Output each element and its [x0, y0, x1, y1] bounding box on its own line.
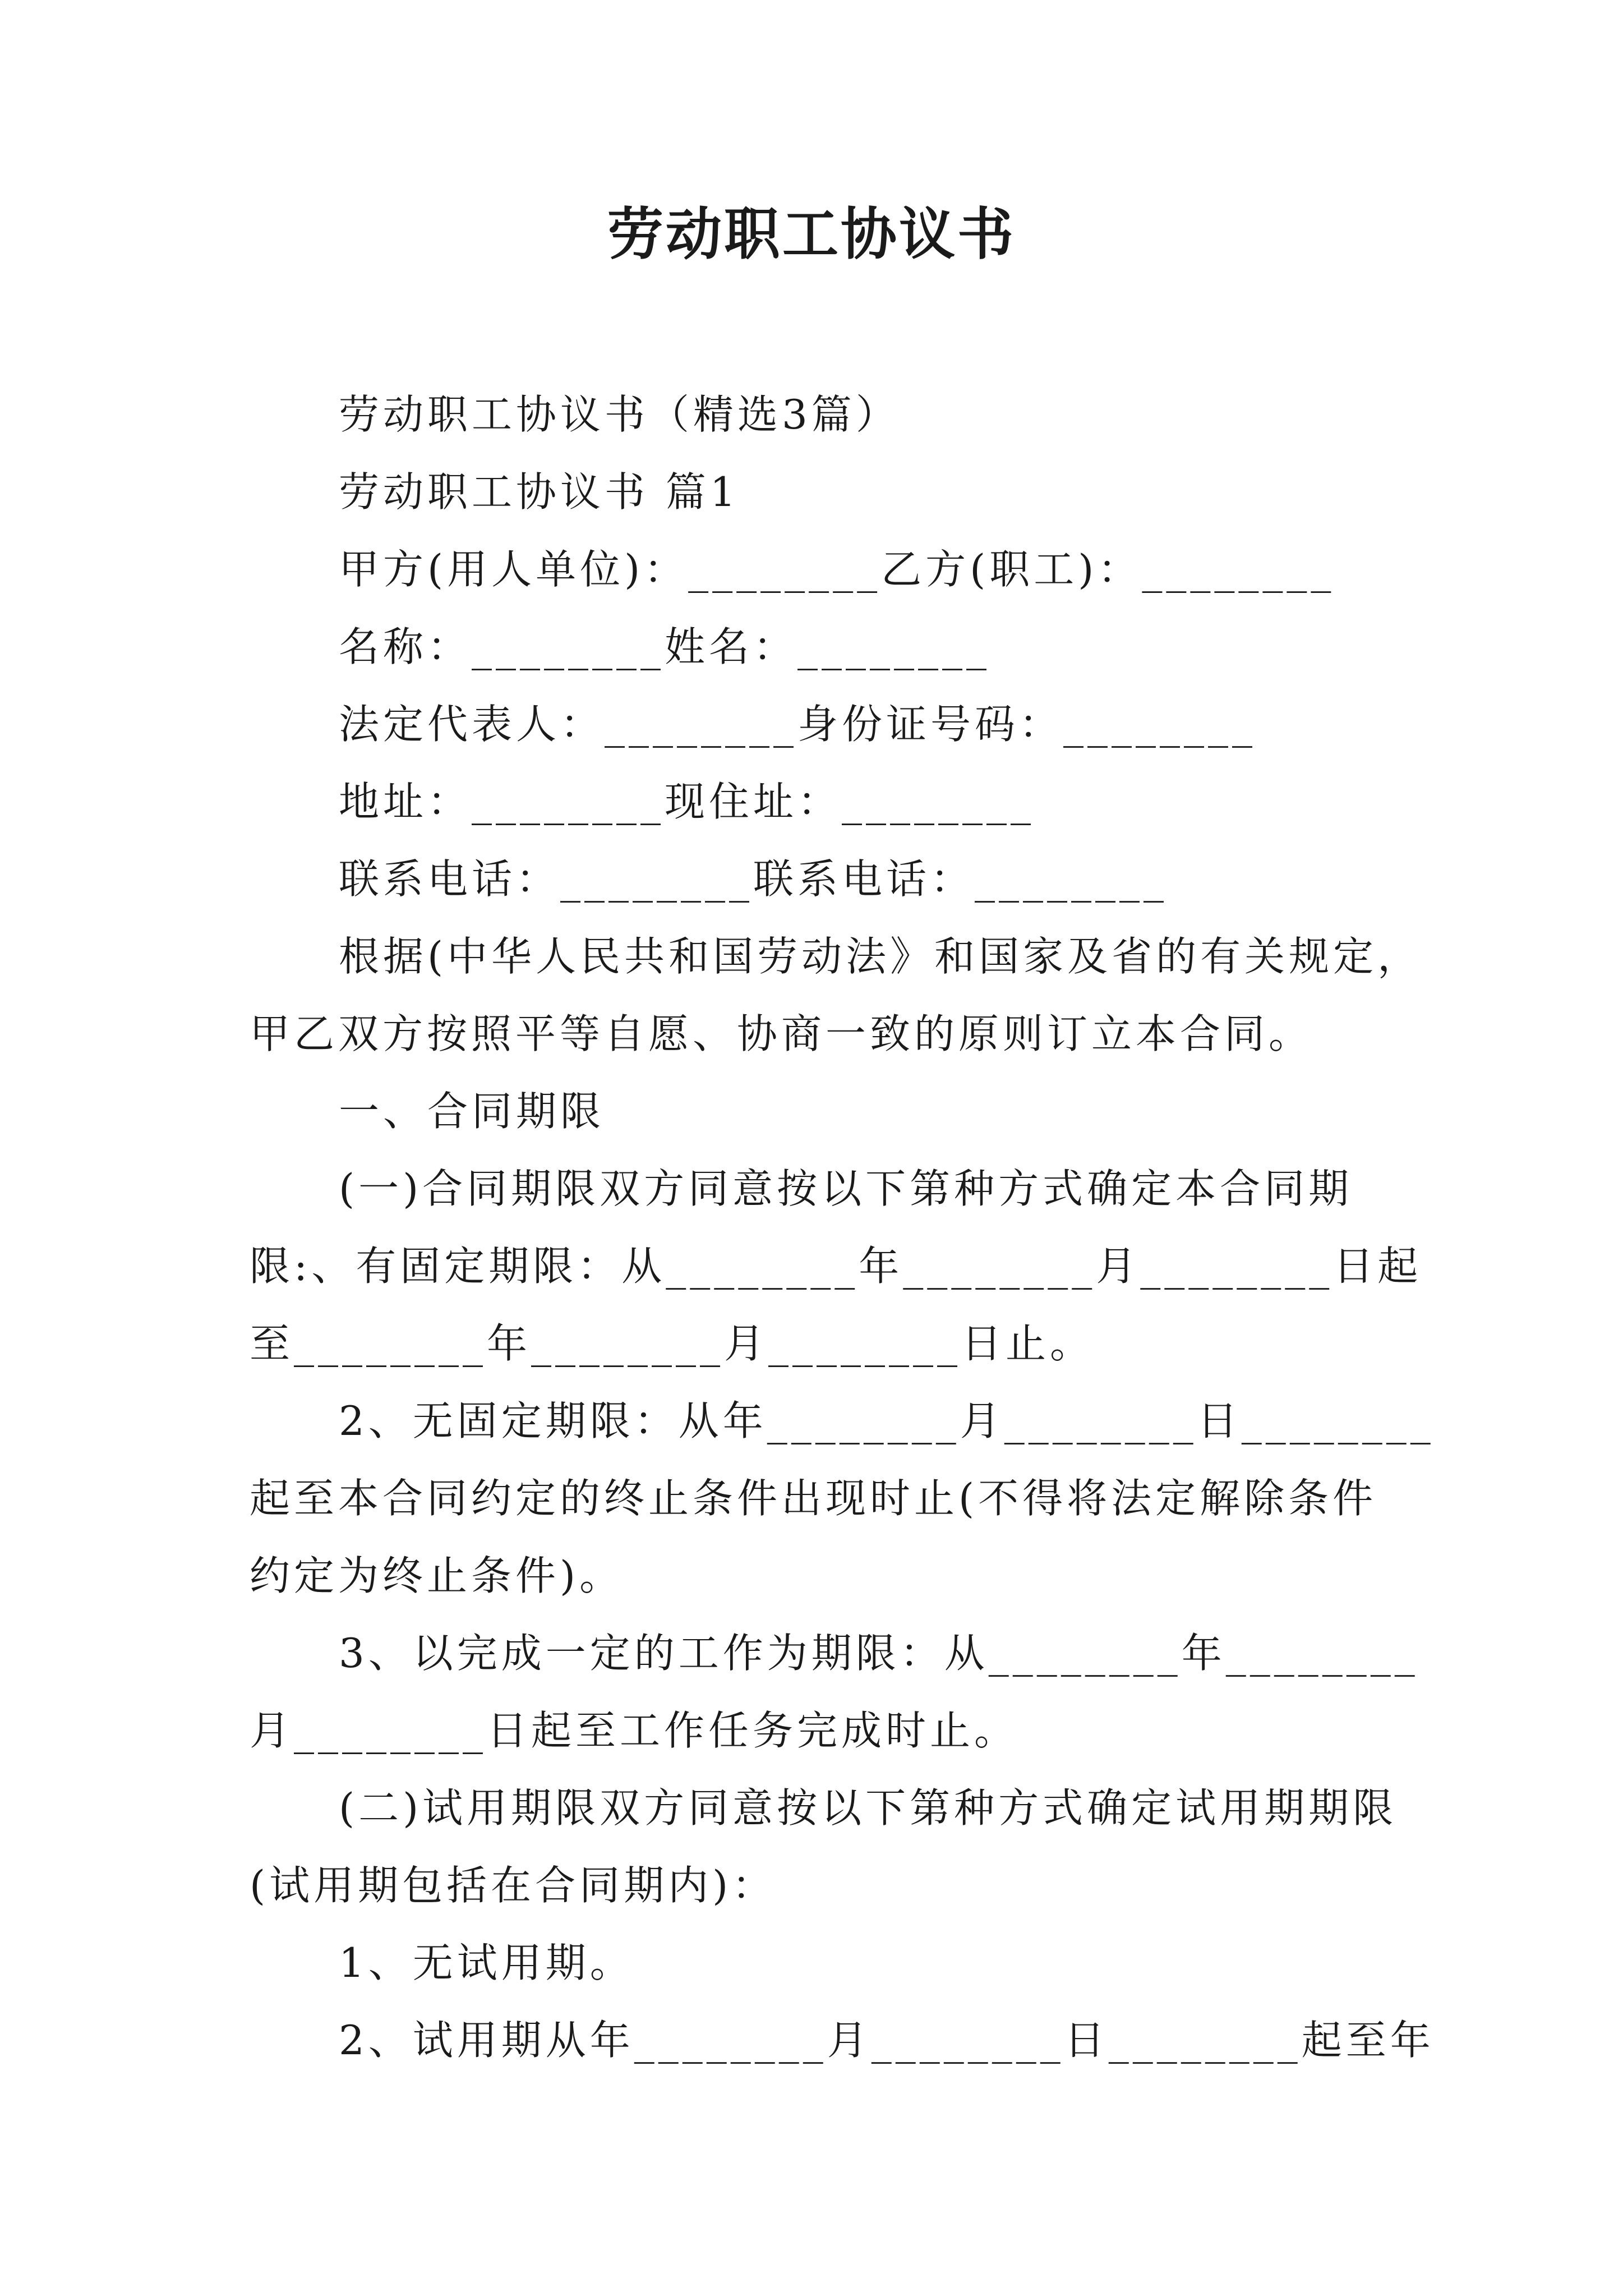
- paragraph-line: 约定为终止条件)。: [250, 1552, 624, 1599]
- paragraph-line: 月________日起至工作任务完成时止。: [250, 1707, 1019, 1754]
- paragraph-probation-none: [250, 1924, 1377, 2001]
- paragraph-line: 2、试用期从年________月________日________起至年: [339, 2017, 1435, 2064]
- paragraph-term-task: [250, 1614, 1419, 1769]
- phone-line: 联系电话：________联系电话：________: [339, 855, 1168, 903]
- party-line: 甲方(用人单位)：________乙方(职工)：________: [339, 546, 1335, 593]
- paragraph-line: 至________年________月________日止。: [250, 1320, 1095, 1367]
- paragraph-term-heading: [250, 1073, 1377, 1150]
- paragraph-line: 一、合同期限: [339, 1088, 605, 1135]
- document-body: [250, 376, 1435, 2079]
- paragraph-term-open: [250, 1382, 1435, 1614]
- paragraph-term-fixed: [250, 1150, 1422, 1382]
- paragraph-line: (一)合同期限双方同意按以下第种方式确定本合同期: [339, 1165, 1353, 1212]
- paragraph-line: 起至本合同约定的终止条件出现时止(不得将法定解除条件: [250, 1475, 1377, 1522]
- paragraph-line: 2、无固定期限：从年________月________日________: [339, 1397, 1435, 1444]
- paragraph-line: (二)试用期限双方同意按以下第种方式确定试用期期限: [339, 1784, 1398, 1832]
- paragraph-line: 3、以完成一定的工作为期限：从________年________: [339, 1630, 1419, 1677]
- paragraph-line: 根据(中华人民共和国劳动法》和国家及省的有关规定，: [339, 933, 1422, 980]
- subtitle-line: 劳动职工协议书（精选3篇）: [339, 391, 900, 438]
- paragraph-probation-heading: [250, 1769, 1398, 1924]
- paragraph-line: 甲乙双方按照平等自愿、协商一致的原则订立本合同。: [250, 1010, 1313, 1057]
- address-line: 地址：________现住址：________: [339, 778, 1035, 825]
- paragraph-line: (试用期包括在合同期内)：: [250, 1862, 777, 1909]
- document-title: 劳动职工协议书: [607, 201, 1016, 267]
- name-line: 名称：________姓名：________: [339, 623, 991, 670]
- paragraph-line: 1、无试用期。: [339, 1939, 634, 1986]
- paragraph-basis: [250, 918, 1422, 1073]
- paragraph-probation-period: [250, 2001, 1435, 2079]
- representative-line: 法定代表人：________身份证号码：________: [339, 701, 1257, 748]
- paragraph-line: 限:、有固定期限：从________年________月________日起: [250, 1243, 1422, 1290]
- section-heading: 劳动职工协议书 篇1: [339, 468, 740, 516]
